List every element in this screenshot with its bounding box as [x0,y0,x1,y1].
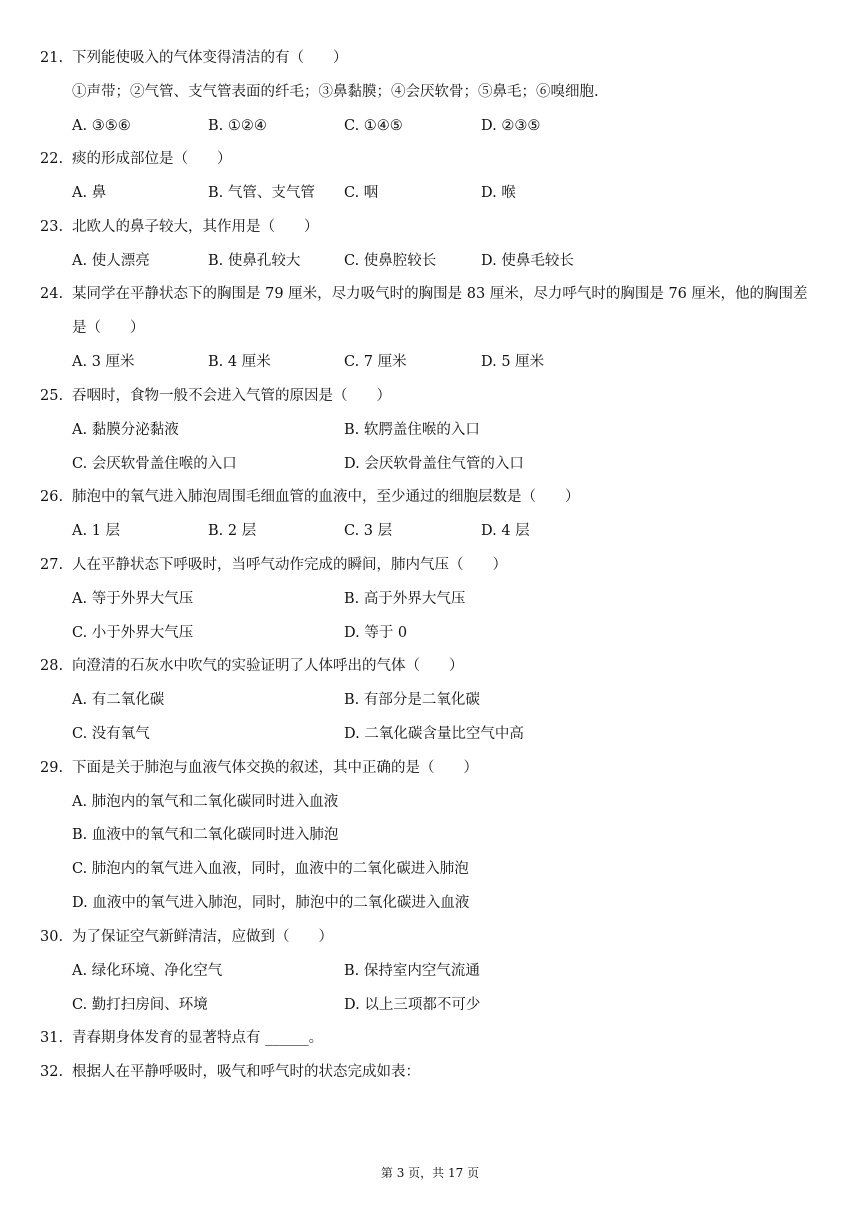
question-stem: 北欧人的鼻子较大，其作用是（ ） [72,219,319,235]
option-c: C. 没有氧气 [72,726,150,742]
question-number: 29. [40,760,64,776]
question-number: 26. [40,489,64,505]
option-d: D. 4 层 [481,523,530,539]
option-d: D. ②③⑤ [481,118,541,134]
question-stem-continued: 是（ ） [72,320,145,336]
question-stem: 痰的形成部位是（ ） [72,151,232,167]
question-stem: 肺泡中的氧气进入肺泡周围毛细血管的血液中，至少通过的细胞层数是（ ） [72,489,580,505]
question-extra: ①声带；②气管、支气管表面的纤毛；③鼻黏膜；④会厌软骨；⑤鼻毛；⑥嗅细胞. [72,84,599,100]
option-d: D. 会厌软骨盖住气管的入口 [344,456,524,472]
question-number: 32. [40,1064,64,1080]
option-d: D. 以上三项都不可少 [344,997,481,1013]
option-a: A. ③⑤⑥ [72,118,131,134]
option-a: A. 1 层 [72,523,121,539]
question-stem: 为了保证空气新鲜清洁，应做到（ ） [72,929,333,945]
option-d: D. 二氧化碳含量比空气中高 [344,726,524,742]
question-stem: 某同学在平静状态下的胸围是 79 厘米，尽力吸气时的胸围是 83 厘米，尽力呼气时的胸围是 76 厘米，他的胸围差 [72,286,808,302]
question-number: 30. [40,929,64,945]
option-c: C. 咽 [344,185,379,201]
option-b: B. ①②④ [208,118,267,134]
option-c: C. 小于外界大气压 [72,625,194,641]
option-b: B. 血液中的氧气和二氧化碳同时进入肺泡 [72,827,339,843]
option-c: C. 7 厘米 [344,354,407,370]
page-footer: 第 3 页，共 17 页 [380,1166,480,1180]
option-a: A. 黏膜分泌黏液 [72,422,179,438]
option-a: A. 鼻 [72,185,107,201]
option-a: A. 肺泡内的氧气和二氧化碳同时进入血液 [72,794,339,810]
option-c: C. 3 层 [344,523,393,539]
option-c: C. 肺泡内的氧气进入血液，同时，血液中的二氧化碳进入肺泡 [72,861,469,877]
option-b: B. 保持室内空气流通 [344,963,480,979]
question-stem: 根据人在平静呼吸时，吸气和呼气时的状态完成如表： [72,1064,420,1080]
question-stem: 人在平静状态下呼吸时，当呼气动作完成的瞬间，肺内气压（ ） [72,557,507,573]
option-c: C. 使鼻腔较长 [344,253,437,269]
option-c: C. 会厌软骨盖住喉的入口 [72,456,237,472]
option-d: D. 使鼻毛较长 [481,253,574,269]
option-d: D. 喉 [481,185,516,201]
option-b: B. 使鼻孔较大 [208,253,301,269]
option-a: A. 有二氧化碳 [72,692,165,708]
question-number: 31. [40,1030,64,1046]
question-number: 21. [40,50,64,66]
option-b: B. 4 厘米 [208,354,271,370]
question-stem: 下列能使吸入的气体变得清洁的有（ ） [72,50,348,66]
option-c: C. ①④⑤ [344,118,403,134]
question-stem: 下面是关于肺泡与血液气体交换的叙述，其中正确的是（ ） [72,760,478,776]
question-number: 23. [40,219,64,235]
option-a: A. 3 厘米 [72,354,135,370]
option-b: B. 气管、支气管 [208,185,315,201]
question-number: 24. [40,286,64,302]
option-a: A. 等于外界大气压 [72,591,194,607]
option-d: D. 血液中的氧气进入肺泡，同时，肺泡中的二氧化碳进入血液 [72,895,470,911]
question-number: 22. [40,151,64,167]
question-stem: 青春期身体发育的显著特点有 ______。 [72,1030,324,1046]
option-b: B. 有部分是二氧化碳 [344,692,480,708]
option-d: D. 5 厘米 [481,354,545,370]
option-c: C. 勤打扫房间、环境 [72,997,208,1013]
question-stem: 吞咽时，食物一般不会进入气管的原因是（ ） [72,388,391,404]
question-number: 25. [40,388,64,404]
option-a: A. 绿化环境、净化空气 [72,963,223,979]
option-d: D. 等于 0 [344,625,408,641]
option-b: B. 软腭盖住喉的入口 [344,422,480,438]
question-number: 27. [40,557,64,573]
question-number: 28. [40,658,64,674]
option-b: B. 高于外界大气压 [344,591,466,607]
option-b: B. 2 层 [208,523,257,539]
question-stem: 向澄清的石灰水中吹气的实验证明了人体呼出的气体（ ） [72,658,464,674]
option-a: A. 使人漂亮 [72,253,150,269]
